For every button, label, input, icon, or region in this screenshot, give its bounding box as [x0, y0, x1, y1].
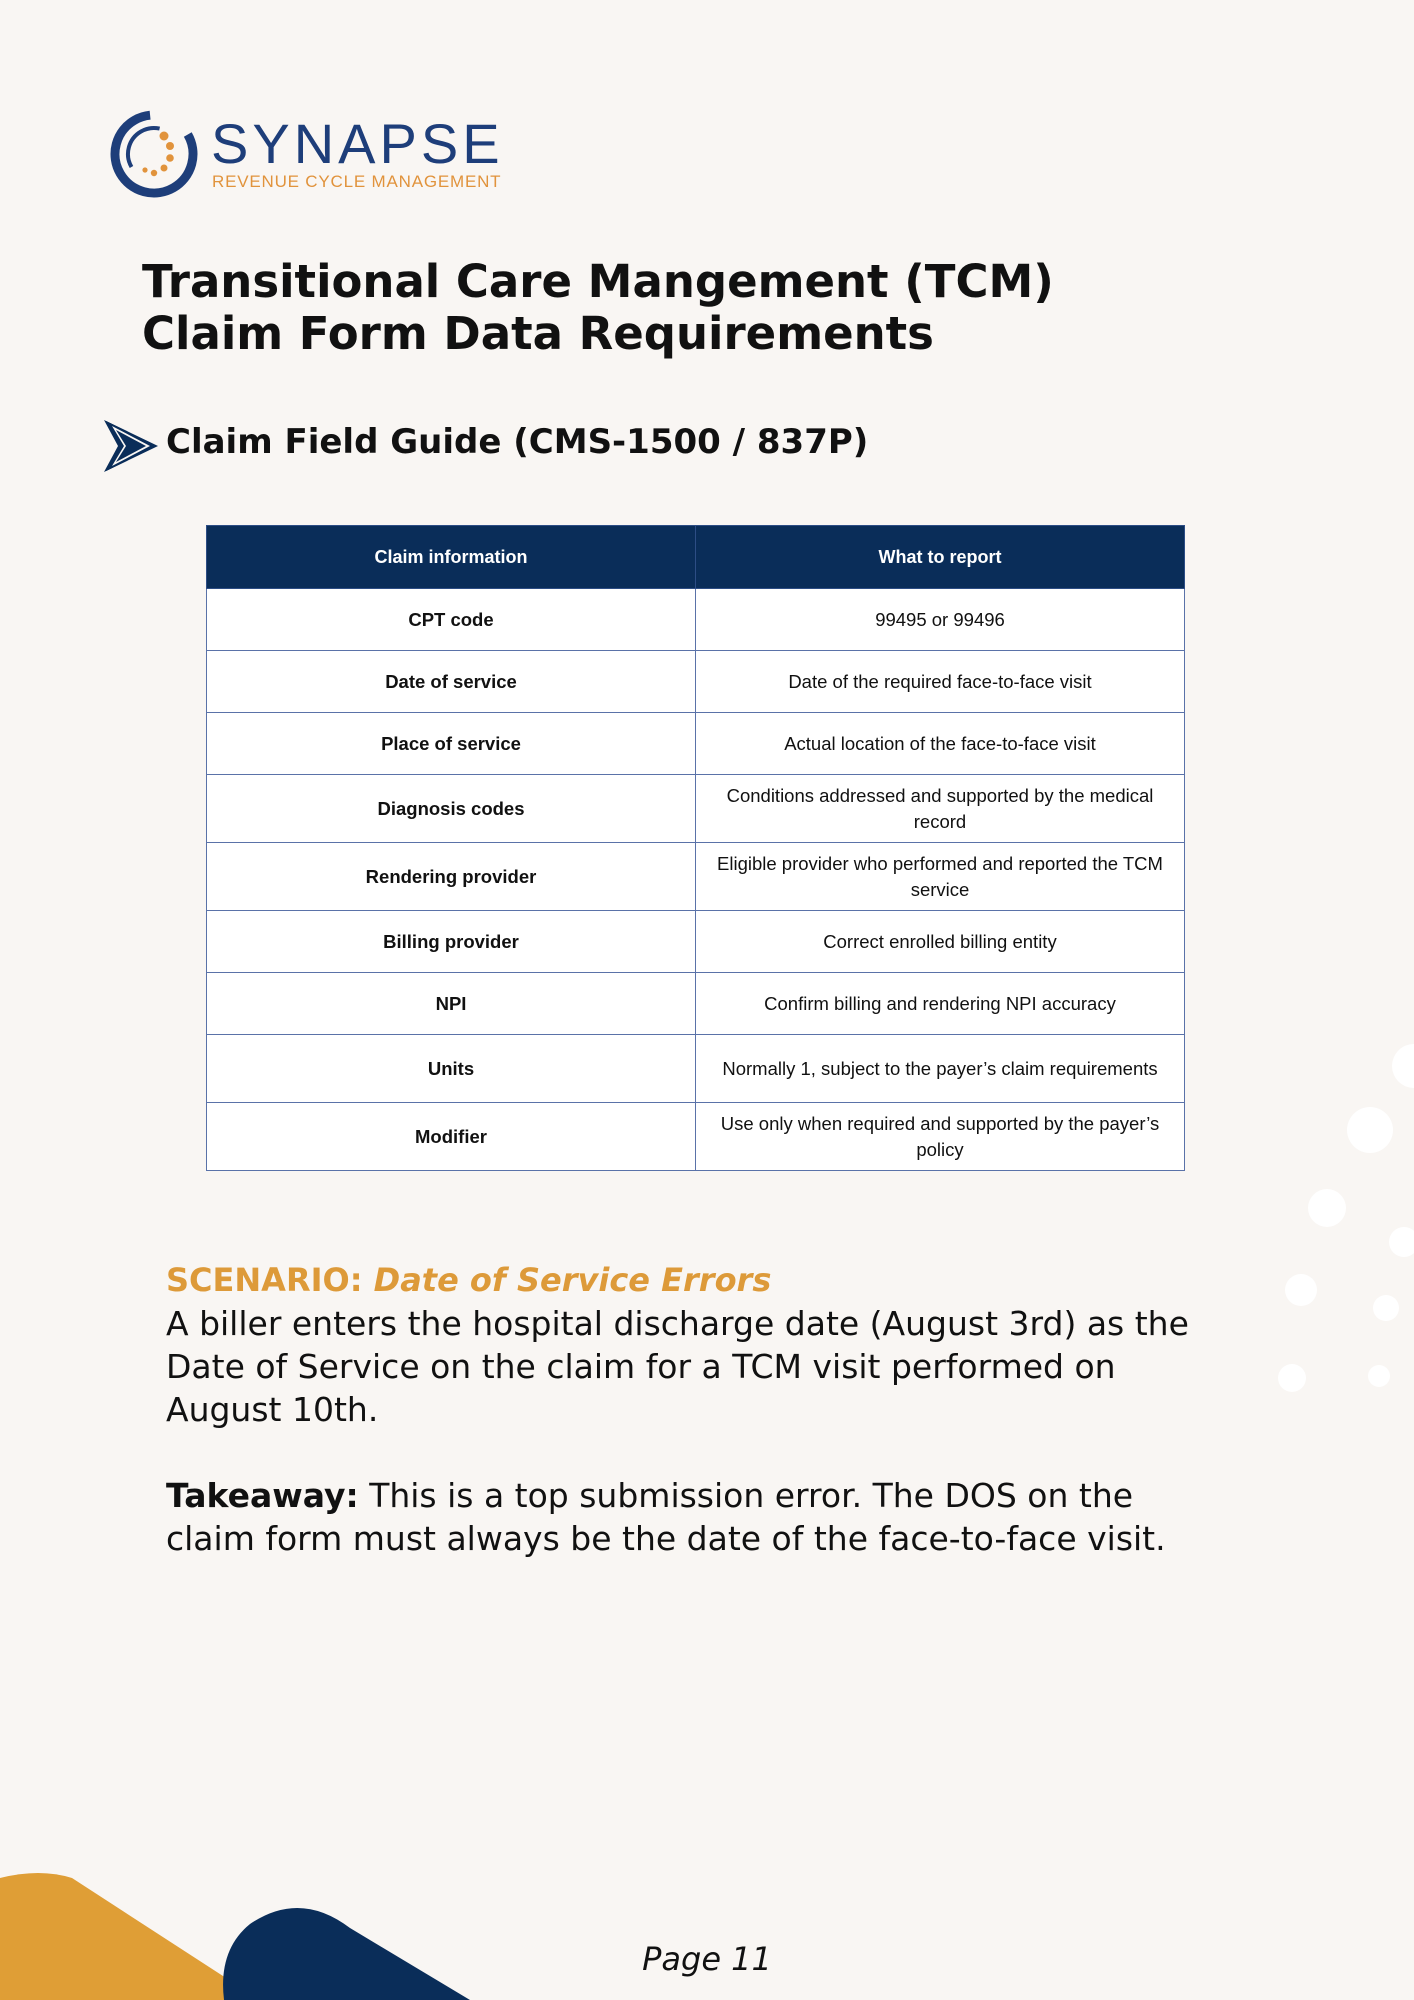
claim-information-cell: Place of service	[207, 713, 696, 775]
claim-information-cell: Diagnosis codes	[207, 775, 696, 843]
scenario-heading	[166, 1258, 1196, 1302]
column-header-what-to-report: What to report	[696, 526, 1185, 589]
table-row	[207, 1103, 1185, 1171]
what-to-report-cell: Actual location of the face-to-face visit	[696, 713, 1185, 775]
decorative-dots	[1270, 1030, 1414, 1400]
table-row	[207, 973, 1185, 1035]
table-row	[207, 911, 1185, 973]
what-to-report-cell: Confirm billing and rendering NPI accuracy	[696, 973, 1185, 1035]
table-row	[207, 651, 1185, 713]
claim-information-cell: Rendering provider	[207, 843, 696, 911]
company-logo	[108, 108, 528, 200]
scenario-body: A biller enters the hospital discharge date (August 3rd) as the Date of Service on the claim for a TCM visit performed on August 10th.	[166, 1304, 1189, 1429]
page-title-line-2: Claim Form Data Requirements	[142, 307, 934, 360]
scenario-label: SCENARIO:	[166, 1261, 363, 1299]
chevron-arrow-icon	[102, 418, 160, 474]
corner-decoration	[0, 1860, 520, 2000]
scenario-section	[166, 1258, 1196, 1560]
synapse-logo-icon	[108, 108, 200, 200]
page-title-line-1: Transitional Care Mangement (TCM)	[142, 255, 1054, 308]
section-heading-text: Claim Field Guide (CMS-1500 / 837P)	[166, 422, 869, 462]
scenario-title: Date of Service Errors	[373, 1261, 772, 1299]
claim-field-table	[206, 525, 1185, 1171]
claim-information-cell: Billing provider	[207, 911, 696, 973]
what-to-report-cell: Eligible provider who performed and reported the TCM service	[696, 843, 1185, 911]
claim-information-cell: CPT code	[207, 589, 696, 651]
claim-information-cell: Units	[207, 1035, 696, 1103]
claim-information-cell: Modifier	[207, 1103, 696, 1171]
what-to-report-cell: Use only when required and supported by the payer’s policy	[696, 1103, 1185, 1171]
table-row	[207, 713, 1185, 775]
page-number: Page 11	[642, 1940, 772, 1978]
what-to-report-cell: Normally 1, subject to the payer’s claim requirements	[696, 1035, 1185, 1103]
takeaway-label: Takeaway:	[166, 1476, 359, 1515]
table-header-row	[207, 526, 1185, 589]
what-to-report-cell: 99495 or 99496	[696, 589, 1185, 651]
takeaway-text: This is a top submission error. The DOS on the claim form must always be the date of the face-to-face visit.	[166, 1476, 1166, 1558]
takeaway	[166, 1474, 1196, 1560]
claim-information-cell: Date of service	[207, 651, 696, 713]
claim-information-cell: NPI	[207, 973, 696, 1035]
table-row	[207, 1035, 1185, 1103]
logo-name: SYNAPSE	[211, 112, 504, 175]
table-row	[207, 589, 1185, 651]
what-to-report-cell: Correct enrolled billing entity	[696, 911, 1185, 973]
page-title	[142, 256, 1054, 360]
column-header-claim-information: Claim information	[207, 526, 696, 589]
table-row	[207, 775, 1185, 843]
what-to-report-cell: Date of the required face-to-face visit	[696, 651, 1185, 713]
logo-tagline: REVENUE CYCLE MANAGEMENT	[212, 172, 502, 191]
table-row	[207, 843, 1185, 911]
what-to-report-cell: Conditions addressed and supported by the medical record	[696, 775, 1185, 843]
